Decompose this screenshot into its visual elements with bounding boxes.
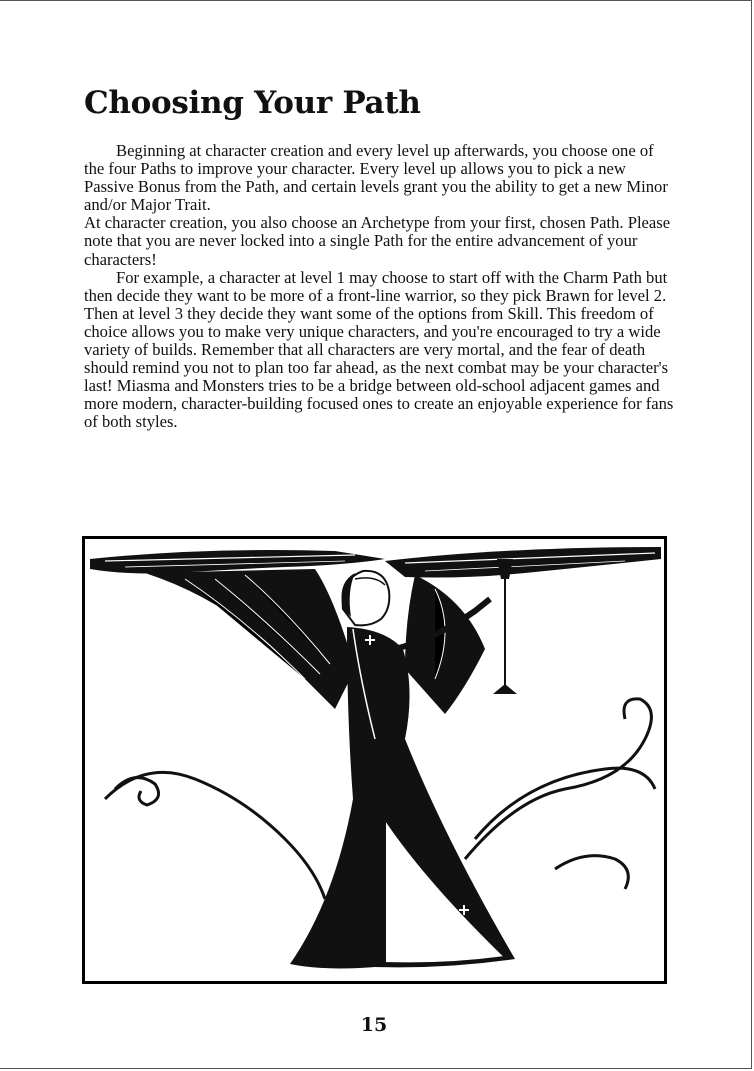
- paragraph-3: For example, a character at level 1 may choose to start off with the Charm Path but then decide they want to be more of a front-line warrior, so they pick Brawn for level 2. Then at level 3 they decide they want some of the options from Skill. This freedom of choice allows you to make very unique characters, and you're encouraged to try a wide variety of builds. Remember that all characters are very mortal, and the fear of death should remind you not to plan too far ahead, as the next combat may be your character's last! Miasma and Monsters tries to be a bridge between old-school adjacent games and more modern, character-building focused ones to create an enjoyable experience for fans of both styles.: [84, 267, 674, 432]
- angel-head: [342, 571, 390, 626]
- winged-figure-drawing: [85, 539, 664, 981]
- winged-figure-illustration: [82, 536, 667, 984]
- page-title: Choosing Your Path: [84, 85, 421, 121]
- page-number: 15: [360, 1014, 388, 1036]
- paragraph-2: At character creation, you also choose an Archetype from your first, chosen Path. Please note that you are never locked into a single Path for the entire advancement of your characters!: [84, 213, 671, 269]
- body-text: [84, 142, 674, 432]
- right-wing: [385, 547, 661, 714]
- paragraph-1: Beginning at character creation and every level up afterwards, you choose one of the four Paths to improve your character. Every level up allows you to pick a new Passive Bonus from the Path, and certain levels grant you the ability to get a new Minor and/or Major Trait.: [84, 141, 668, 215]
- left-wing: [90, 550, 385, 709]
